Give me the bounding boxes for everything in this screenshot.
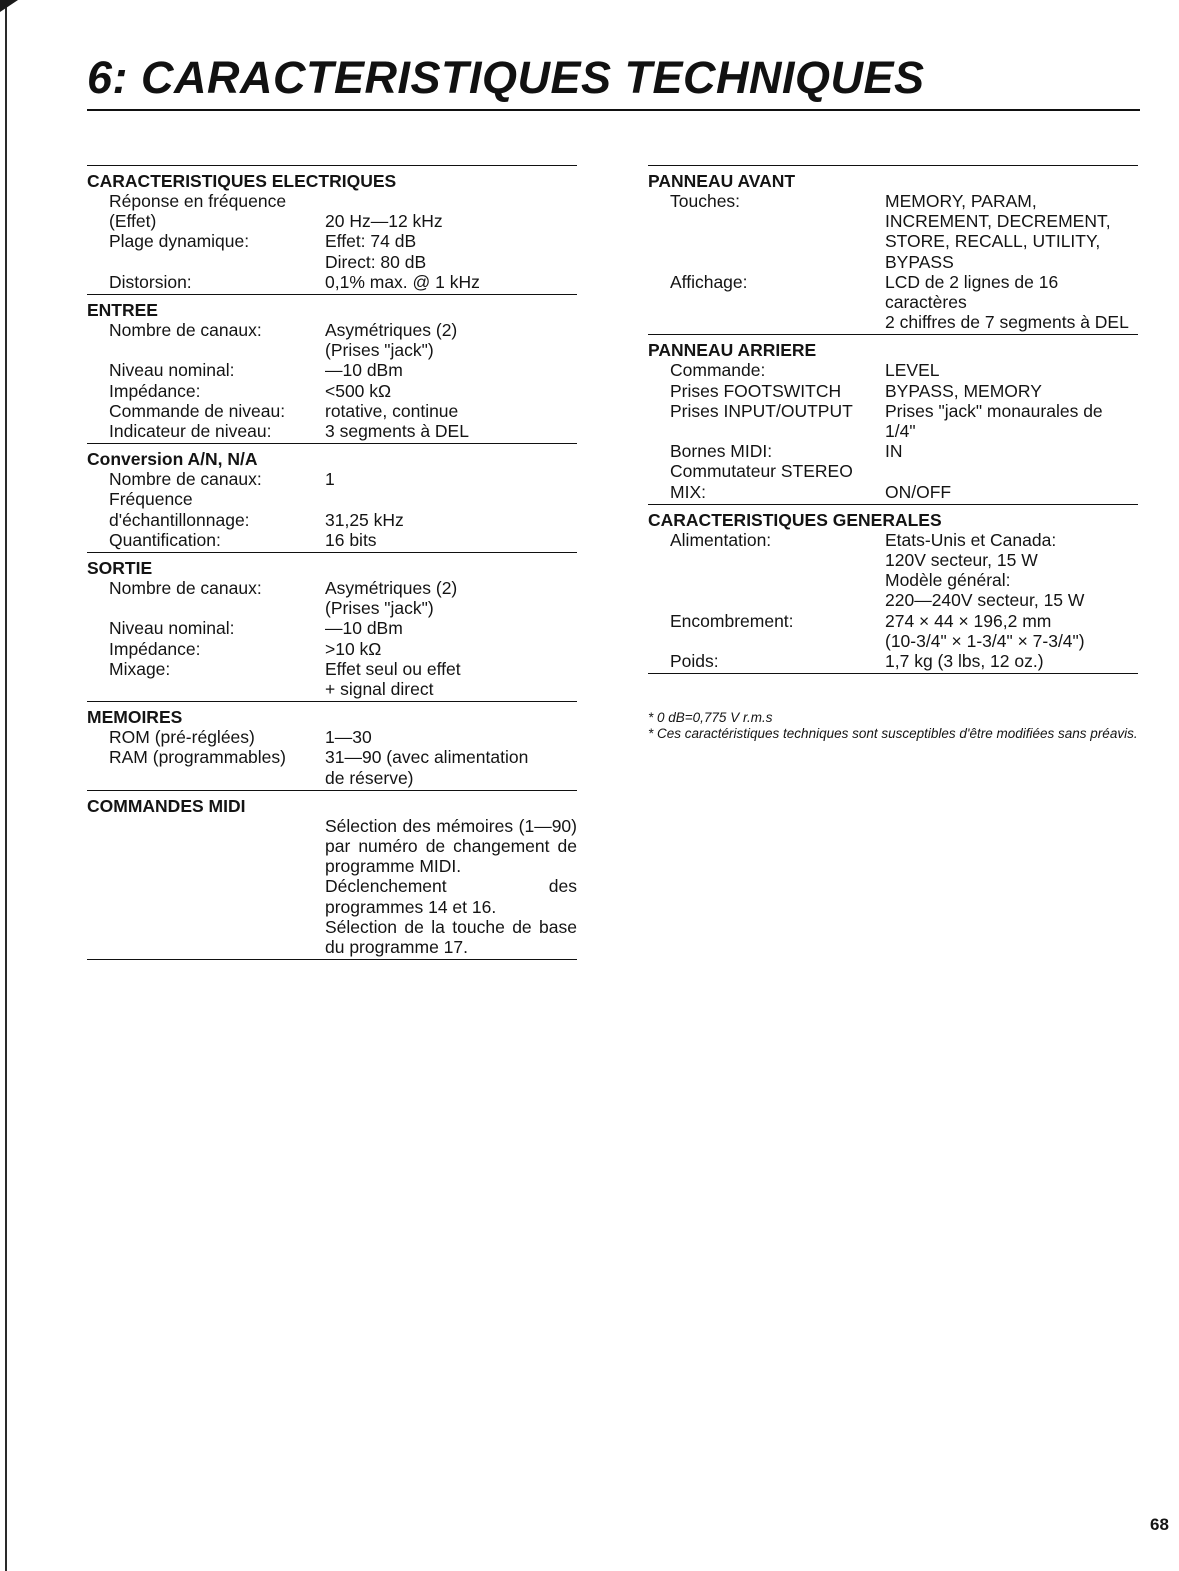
- spec-row: [87, 639, 577, 659]
- section-heading: CARACTERISTIQUES GENERALES: [648, 509, 942, 530]
- left-column: [87, 165, 577, 960]
- section-memoires: [87, 701, 577, 790]
- section-heading: PANNEAU AVANT: [648, 171, 796, 191]
- spec-label: Commutateur STEREO MIX:: [670, 461, 853, 502]
- spec-row: [87, 231, 577, 271]
- spec-row: [87, 320, 577, 360]
- spec-value: LCD de 2 lignes de 16 caractères 2 chiffres de 7 segments à DEL: [885, 271, 1129, 333]
- spec-row: [648, 441, 1138, 461]
- spec-value: 1—30: [325, 727, 372, 748]
- spec-row: [87, 360, 577, 380]
- page-number: 68: [1150, 1515, 1169, 1534]
- section-heading: COMMANDES MIDI: [87, 795, 246, 816]
- spec-row: [87, 211, 577, 231]
- spec-value: <500 kΩ: [325, 380, 392, 401]
- spec-label: Commande de niveau:: [109, 400, 286, 421]
- right-column: [648, 165, 1138, 674]
- spec-label: Prises FOOTSWITCH: [670, 380, 842, 401]
- spec-value: MEMORY, PARAM, INCREMENT, DECREMENT, STORE, RECALL, UTILITY, BYPASS: [885, 191, 1111, 272]
- binding-margin-line: [5, 0, 7, 1571]
- spec-label: Touches:: [670, 191, 741, 211]
- spec-label: RAM (programmables): [109, 747, 286, 768]
- spec-row: [87, 489, 577, 529]
- spec-label: Nombre de canaux:: [109, 578, 262, 599]
- spec-row: [87, 191, 577, 211]
- spec-label: Impédance:: [109, 380, 201, 401]
- spec-label: Plage dynamique:: [109, 231, 250, 252]
- footnote: * Ces caractéristiques techniques sont susceptibles d'être modifiées sans préavis.: [648, 725, 1138, 741]
- spec-row: [87, 659, 577, 699]
- spec-row: [648, 651, 1138, 671]
- section-heading: Conversion A/N, N/A: [87, 449, 258, 470]
- spec-value: 1: [325, 469, 335, 490]
- spec-value: 1,7 kg (3 lbs, 12 oz.): [885, 651, 1044, 672]
- spec-label: ROM (pré-réglées): [109, 727, 255, 748]
- section-commandes-midi: [87, 790, 577, 960]
- spec-label: Encombrement:: [670, 610, 794, 631]
- spec-label: Nombre de canaux:: [109, 469, 262, 490]
- spec-row: [87, 747, 577, 787]
- spec-value: Etats-Unis et Canada: 120V secteur, 15 W Modèle général: 220—240V secteur, 15 W: [885, 529, 1085, 611]
- spec-value: Effet seul ou effet + signal direct: [325, 658, 461, 700]
- spec-row: [648, 611, 1138, 651]
- spec-label: Mixage:: [109, 658, 171, 679]
- spec-label: Nombre de canaux:: [109, 320, 262, 341]
- corner-mark: [0, 0, 18, 12]
- spec-value: —10 dBm: [325, 618, 403, 639]
- spec-label: Niveau nominal:: [109, 618, 235, 639]
- spec-value: 20 Hz—12 kHz: [325, 211, 443, 232]
- spec-value: Effet: 74 dB Direct: 80 dB: [325, 231, 427, 272]
- spec-value: Asymétriques (2) (Prises "jack"): [325, 320, 458, 361]
- spec-label: Quantification:: [109, 529, 221, 550]
- page-title: 6: CARACTERISTIQUES TECHNIQUES: [87, 52, 925, 103]
- spec-label: Commande:: [670, 360, 766, 381]
- spec-label: Indicateur de niveau:: [109, 421, 272, 442]
- spec-label: Affichage:: [670, 271, 748, 292]
- spec-label: Impédance:: [109, 638, 201, 659]
- spec-label: (Effet): [109, 211, 157, 232]
- spec-value: >10 kΩ: [325, 638, 382, 659]
- section-sortie: [87, 552, 577, 701]
- spec-value: LEVEL: [885, 360, 940, 381]
- section-heading: ENTREE: [87, 300, 158, 321]
- spec-label: Bornes MIDI:: [670, 441, 773, 462]
- spec-row: [648, 272, 1138, 333]
- section-entree: [87, 294, 577, 443]
- spec-label: Prises INPUT/OUTPUT: [670, 400, 853, 421]
- spec-row: [87, 727, 577, 747]
- spec-value: 16 bits: [325, 529, 377, 550]
- spec-value: —10 dBm: [325, 360, 403, 381]
- spec-row: [87, 469, 577, 489]
- spec-label: Poids:: [670, 651, 719, 672]
- spec-value: 31,25 kHz: [325, 509, 404, 530]
- title-rule: [87, 109, 1140, 111]
- spec-label: Niveau nominal:: [109, 360, 235, 381]
- spec-value: Prises "jack" monaurales de 1/4": [885, 400, 1103, 442]
- spec-value: rotative, continue: [325, 400, 459, 421]
- section-heading: MEMOIRES: [87, 707, 183, 728]
- section-heading: PANNEAU ARRIERE: [648, 340, 817, 361]
- spec-row: [648, 360, 1138, 380]
- spec-row: [87, 530, 577, 550]
- spec-value: IN: [885, 441, 903, 462]
- section-caracteristiques-generales: [648, 504, 1138, 674]
- spec-label: [87, 816, 325, 957]
- spec-value: Asymétriques (2) (Prises "jack"): [325, 578, 458, 619]
- section-conversion: [87, 443, 577, 552]
- spec-row: [87, 401, 577, 421]
- spec-row: [648, 530, 1138, 611]
- spec-value: 274 × 44 × 196,2 mm (10-3/4" × 1-3/4" × 7-3/4"): [885, 610, 1085, 651]
- spec-label: Distorsion:: [109, 271, 192, 292]
- spec-row: [87, 272, 577, 292]
- spec-row: [648, 191, 1138, 272]
- spec-row: [648, 461, 1138, 501]
- footnotes: [648, 710, 1143, 741]
- footnote: * 0 dB=0,775 V r.m.s: [648, 710, 773, 725]
- spec-row: [87, 618, 577, 638]
- spec-value: 0,1% max. @ 1 kHz: [325, 271, 480, 292]
- spec-value: [325, 191, 577, 211]
- spec-label: Alimentation:: [670, 529, 772, 550]
- section-heading: CARACTERISTIQUES ELECTRIQUES: [87, 171, 397, 191]
- section-heading: SORTIE: [87, 558, 153, 579]
- spec-row: [87, 816, 577, 957]
- spec-row: [648, 401, 1138, 441]
- spec-value: ON/OFF: [885, 481, 952, 502]
- spec-value: Sélection des mémoires (1—90) par numéro de changement de programme MIDI. Déclenchement des programmes 14 et 16. Sélection de la touche de base du programme 17.: [325, 815, 577, 958]
- spec-row: [648, 381, 1138, 401]
- spec-row: [87, 578, 577, 618]
- spec-value: 3 segments à DEL: [325, 421, 469, 442]
- spec-value: BYPASS, MEMORY: [885, 380, 1042, 401]
- section-panneau-arriere: [648, 334, 1138, 503]
- spec-row: [87, 381, 577, 401]
- spec-value: 31—90 (avec alimentation de réserve): [325, 747, 529, 788]
- spec-label: Réponse en fréquence: [109, 191, 287, 211]
- section-panneau-avant: [648, 165, 1138, 334]
- spec-row: [87, 421, 577, 441]
- section-electriques: [87, 165, 577, 294]
- spec-label: Fréquence d'échantillonnage:: [109, 489, 250, 530]
